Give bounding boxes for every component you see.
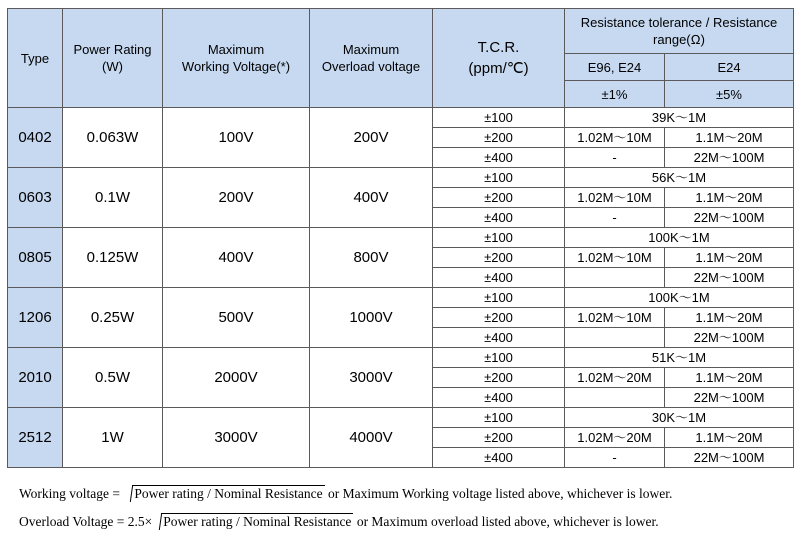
tcr-cell: ±400 <box>433 208 565 228</box>
tcr-cell: ±100 <box>433 108 565 128</box>
tcr-cell: ±200 <box>433 128 565 148</box>
tcr-cell: ±100 <box>433 288 565 308</box>
max-overload-voltage-cell: 400V <box>310 168 433 228</box>
tcr-cell: ±100 <box>433 408 565 428</box>
header-e96-e24: E96, E24 <box>565 54 665 81</box>
header-tolerance-1pct: ±1% <box>565 81 665 108</box>
table-row <box>8 108 794 128</box>
power-rating-cell: 0.5W <box>63 348 163 408</box>
header-resistance-range: Resistance tolerance / Resistance range(Ω) <box>565 9 794 54</box>
table-row <box>8 348 794 368</box>
table-row <box>8 288 794 308</box>
tcr-cell: ±400 <box>433 388 565 408</box>
range-cell: 51K～1M <box>565 348 794 368</box>
range-1pct-cell: 1.02M～20M <box>565 428 665 448</box>
max-working-voltage-cell: 2000V <box>163 348 310 408</box>
range-5pct-cell: 22M～100M <box>665 388 794 408</box>
range-1pct-cell <box>565 328 665 348</box>
range-1pct-cell: 1.02M～20M <box>565 368 665 388</box>
max-overload-voltage-cell: 3000V <box>310 348 433 408</box>
range-5pct-cell: 22M～100M <box>665 268 794 288</box>
max-overload-voltage-cell: 200V <box>310 108 433 168</box>
max-working-voltage-cell: 200V <box>163 168 310 228</box>
tcr-cell: ±100 <box>433 348 565 368</box>
tcr-cell: ±200 <box>433 308 565 328</box>
range-5pct-cell: 22M～100M <box>665 328 794 348</box>
tcr-cell: ±200 <box>433 188 565 208</box>
table-row <box>8 408 794 428</box>
overload-voltage-note <box>19 514 659 530</box>
max-working-voltage-cell: 500V <box>163 288 310 348</box>
type-cell: 2512 <box>8 408 63 468</box>
range-5pct-cell: 1.1M～20M <box>665 128 794 148</box>
tcr-cell: ±200 <box>433 368 565 388</box>
max-overload-voltage-cell: 800V <box>310 228 433 288</box>
range-1pct-cell: 1.02M～10M <box>565 128 665 148</box>
range-5pct-cell: 1.1M～20M <box>665 428 794 448</box>
header-tolerance-5pct: ±5% <box>665 81 794 108</box>
max-working-voltage-cell: 100V <box>163 108 310 168</box>
spec-table-body <box>8 108 794 468</box>
range-5pct-cell: 22M～100M <box>665 208 794 228</box>
range-5pct-cell: 1.1M～20M <box>665 188 794 208</box>
range-1pct-cell: - <box>565 148 665 168</box>
type-cell: 0402 <box>8 108 63 168</box>
power-rating-cell: 0.25W <box>63 288 163 348</box>
type-cell: 2010 <box>8 348 63 408</box>
overload-voltage-suffix: or Maximum overload listed above, whichever is lower. <box>356 514 659 529</box>
table-row <box>8 228 794 248</box>
header-e24: E24 <box>665 54 794 81</box>
header-max-working-voltage: Maximum Working Voltage(*) <box>163 9 310 108</box>
type-cell: 0805 <box>8 228 63 288</box>
header-type: Type <box>8 9 63 108</box>
overload-voltage-prefix: Overload Voltage = 2.5× <box>19 514 153 529</box>
tcr-cell: ±400 <box>433 268 565 288</box>
tcr-cell: ±200 <box>433 248 565 268</box>
power-rating-cell: 0.125W <box>63 228 163 288</box>
range-cell: 100K～1M <box>565 228 794 248</box>
power-rating-cell: 0.063W <box>63 108 163 168</box>
range-1pct-cell: 1.02M～10M <box>565 308 665 328</box>
tcr-cell: ±400 <box>433 448 565 468</box>
working-voltage-suffix: or Maximum Working voltage listed above, whichever is lower. <box>327 486 673 501</box>
range-5pct-cell: 1.1M～20M <box>665 248 794 268</box>
range-5pct-cell: 1.1M～20M <box>665 368 794 388</box>
range-1pct-cell <box>565 268 665 288</box>
range-1pct-cell <box>565 388 665 408</box>
power-rating-cell: 1W <box>63 408 163 468</box>
tcr-cell: ±400 <box>433 148 565 168</box>
power-rating-cell: 0.1W <box>63 168 163 228</box>
type-cell: 1206 <box>8 288 63 348</box>
table-row <box>8 168 794 188</box>
range-cell: 39K～1M <box>565 108 794 128</box>
working-voltage-note <box>19 486 672 502</box>
sqrt-symbol <box>153 514 353 530</box>
max-overload-voltage-cell: 4000V <box>310 408 433 468</box>
range-5pct-cell: 22M～100M <box>665 148 794 168</box>
tcr-cell: ±100 <box>433 228 565 248</box>
max-working-voltage-cell: 3000V <box>163 408 310 468</box>
range-1pct-cell: 1.02M～10M <box>565 248 665 268</box>
range-5pct-cell: 22M～100M <box>665 448 794 468</box>
range-cell: 56K～1M <box>565 168 794 188</box>
type-cell: 0603 <box>8 168 63 228</box>
max-working-voltage-cell: 400V <box>163 228 310 288</box>
resistor-spec-table <box>7 8 794 468</box>
tcr-cell: ±100 <box>433 168 565 188</box>
range-1pct-cell: 1.02M～10M <box>565 188 665 208</box>
range-5pct-cell: 1.1M～20M <box>665 308 794 328</box>
max-overload-voltage-cell: 1000V <box>310 288 433 348</box>
sqrt-symbol <box>124 486 324 502</box>
working-voltage-prefix: Working voltage = <box>19 486 121 501</box>
tcr-cell: ±200 <box>433 428 565 448</box>
header-power-rating: Power Rating (W) <box>63 9 163 108</box>
range-1pct-cell: - <box>565 208 665 228</box>
overload-radicand: Power rating / Nominal Resistance <box>163 514 352 529</box>
header-tcr: T.C.R. (ppm/℃) <box>433 9 565 108</box>
range-cell: 30K～1M <box>565 408 794 428</box>
tcr-cell: ±400 <box>433 328 565 348</box>
working-radicand: Power rating / Nominal Resistance <box>134 486 323 501</box>
header-max-overload-voltage: Maximum Overload voltage <box>310 9 433 108</box>
range-1pct-cell: - <box>565 448 665 468</box>
range-cell: 100K～1M <box>565 288 794 308</box>
